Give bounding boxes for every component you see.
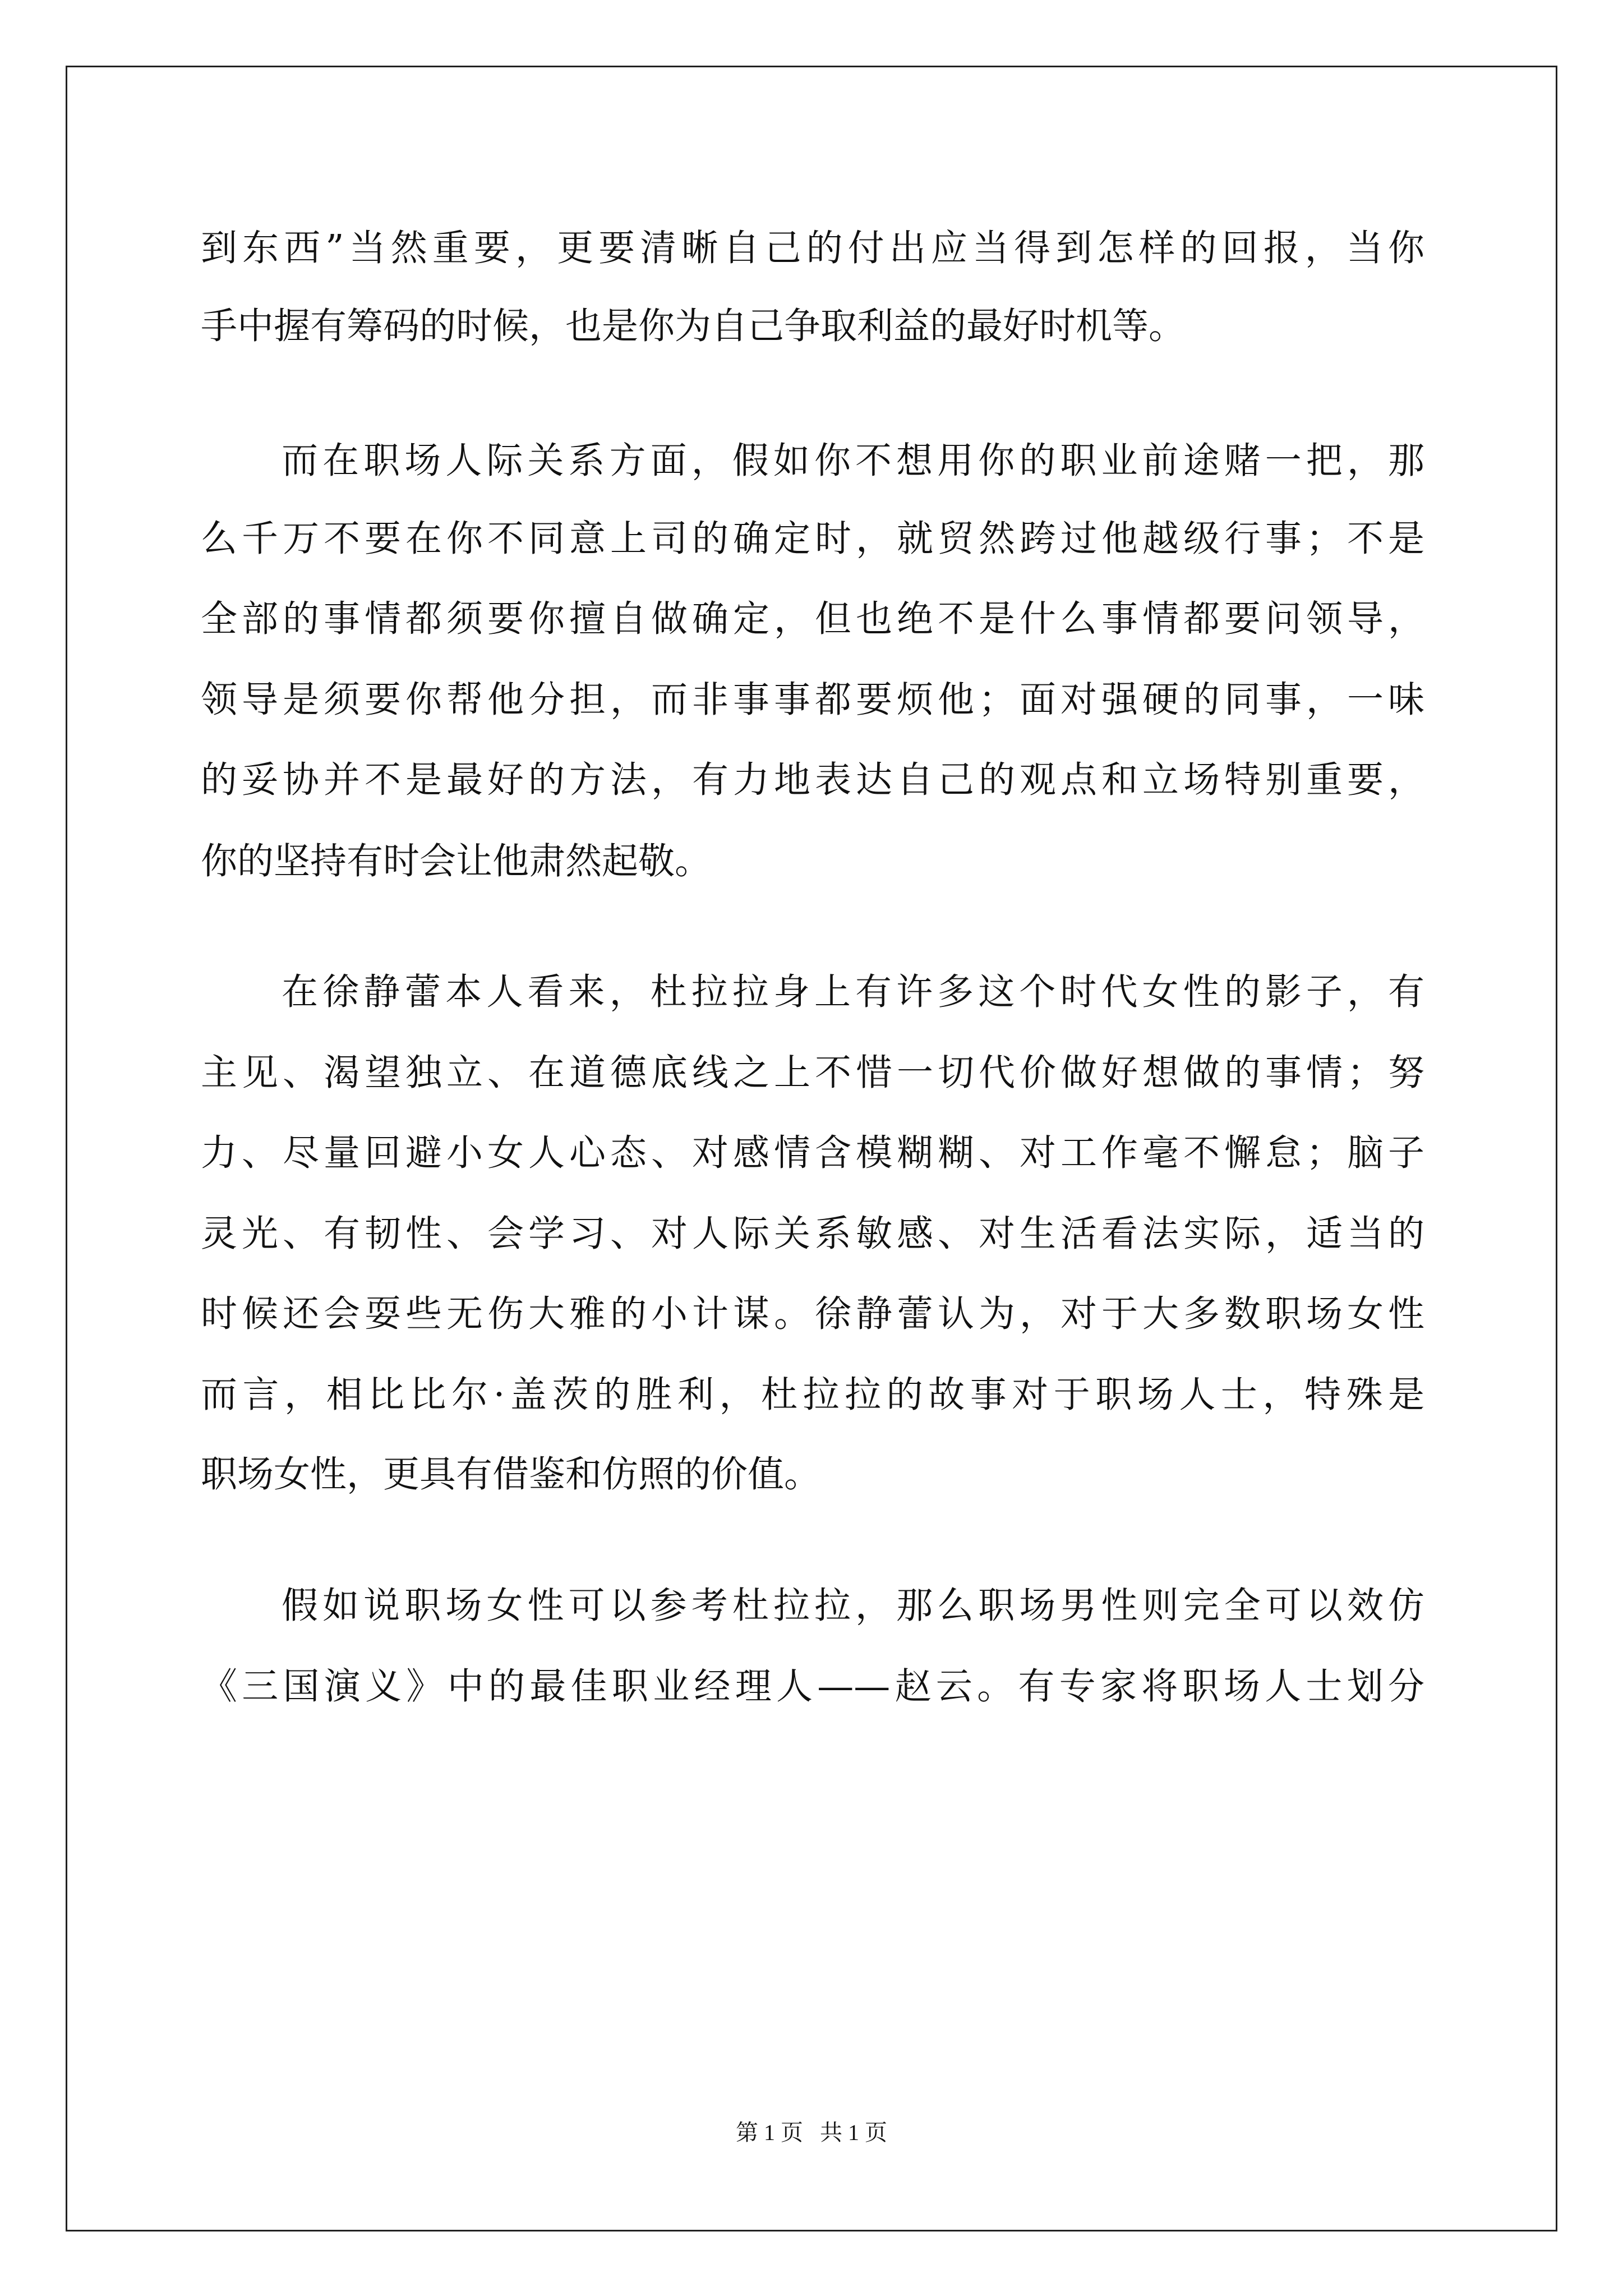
text-line: 力、尽量回避小女人心态、对感情含模糊糊、对工作毫不懈怠；脑子 [201,1132,1424,1174]
text-line: 灵光、有韧性、会学习、对人际关系敏感、对生活看法实际，适当的 [201,1213,1424,1255]
text-line: 手中握有筹码的时候，也是你为自己争取利益的最好时机等。 [201,305,1186,347]
text-line: 到东西”当然重要，更要清晰自己的付出应当得到怎样的回报，当你 [201,227,1424,269]
text-line: 假如说职场女性可以参考杜拉拉，那么职场男性则完全可以效仿 [282,1585,1424,1627]
text-line: 么千万不要在你不同意上司的确定时，就贸然跨过他越级行事；不是 [201,518,1424,560]
text-line: 而在职场人际关系方面，假如你不想用你的职业前途赌一把，那 [282,440,1424,482]
text-line: 而言，相比比尔·盖茨的胜利，杜拉拉的故事对于职场人士，特殊是 [201,1374,1424,1416]
text-line: 职场女性，更具有借鉴和仿照的价值。 [201,1453,821,1496]
text-line: 你的坚持有时会让他肃然起敬。 [201,840,712,882]
page-footer: 第 1 页 共 1 页 [736,2120,887,2145]
text-line: 《三国演义》中的最佳职业经理人——赵云。有专家将职场人士划分 [201,1665,1424,1708]
text-line: 在徐静蕾本人看来，杜拉拉身上有许多这个时代女性的影子，有 [282,971,1424,1013]
text-line: 主见、渴望独立、在道德底线之上不惜一切代价做好想做的事情；努 [201,1052,1424,1094]
text-line: 领导是须要你帮他分担，而非事事都要烦他；面对强硬的同事，一味 [201,679,1424,721]
text-line: 全部的事情都须要你擅自做确定，但也绝不是什么事情都要问领导， [201,598,1424,640]
text-line: 的妥协并不是最好的方法，有力地表达自己的观点和立场特别重要， [201,759,1424,801]
text-line: 时候还会耍些无伤大雅的小计谋。徐静蕾认为，对于大多数职场女性 [201,1293,1424,1335]
